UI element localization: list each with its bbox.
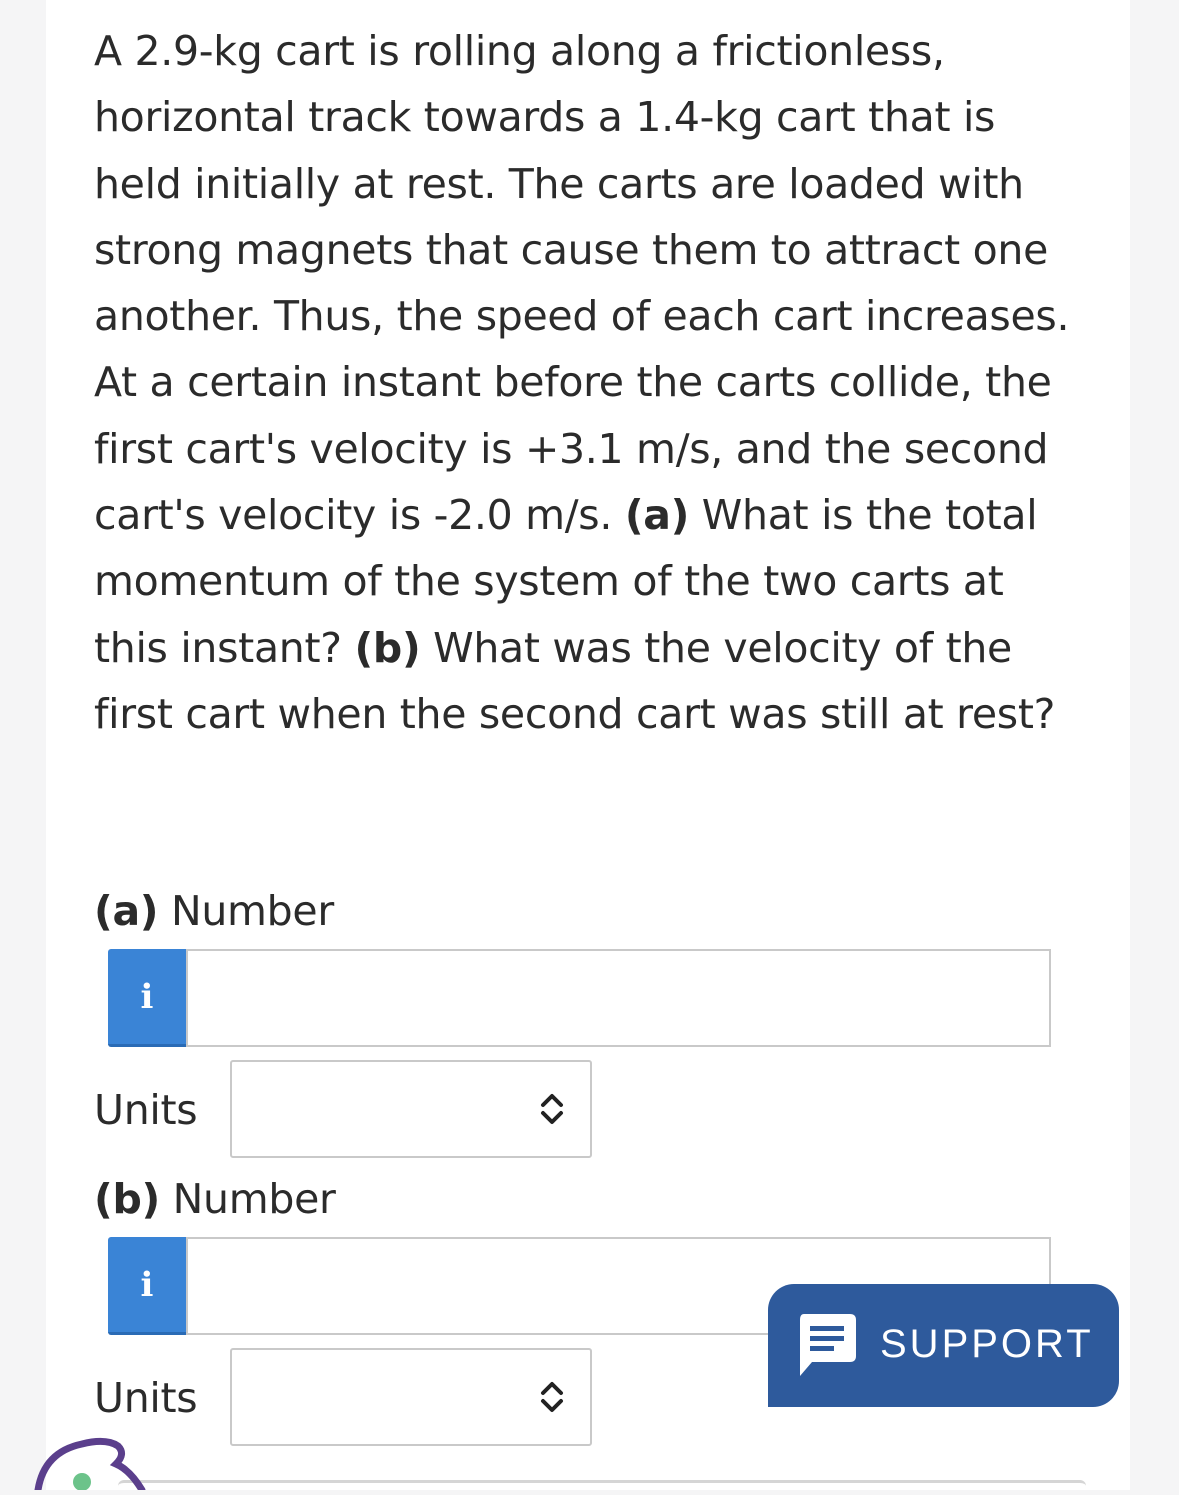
question-text-3: What was the velocity of the first cart when the second cart was still at rest? xyxy=(94,623,1056,738)
question-part-a-tag: (a) xyxy=(624,491,690,540)
part-a-label-text: Number xyxy=(158,887,334,935)
updown-chevron-icon xyxy=(540,1092,564,1126)
part-b-units-label: Units xyxy=(94,1374,198,1422)
next-field-border xyxy=(118,1480,1086,1495)
info-icon: i xyxy=(140,976,154,1017)
part-b-label-text: Number xyxy=(159,1175,336,1223)
part-a-units-select[interactable] xyxy=(230,1060,592,1158)
question-part-b-tag: (b) xyxy=(354,623,421,672)
info-icon: i xyxy=(140,1264,154,1305)
question-text xyxy=(94,18,1084,747)
part-b-tag: (b) xyxy=(94,1175,160,1223)
question-text-1: A 2.9-kg cart is rolling along a frictionless, horizontal track towards a 1.4-kg cart that is held initially at rest. The carts are loaded with strong magnets that cause them to attract one another. Thus, the speed of each cart increases. At a certain instant before the carts collide, the first cart's velocity is +3.1 m/s, and the second cart's velocity is -2.0 m/s. xyxy=(94,27,1070,540)
part-b-number-label xyxy=(94,1173,336,1225)
support-button[interactable] xyxy=(768,1284,1119,1407)
support-label: SUPPORT xyxy=(880,1322,1094,1366)
mascot-icon xyxy=(30,1430,150,1490)
part-b-units-select[interactable] xyxy=(230,1348,592,1446)
part-a-number-input[interactable] xyxy=(186,949,1051,1047)
part-b-info-button[interactable] xyxy=(108,1237,186,1335)
question-text-2: What is the total momentum of the system of the two carts at this instant? xyxy=(94,491,1038,672)
part-a-tag: (a) xyxy=(94,887,159,935)
updown-chevron-icon xyxy=(540,1380,564,1414)
part-a-number-label xyxy=(94,885,334,937)
chat-icon xyxy=(796,1312,858,1380)
part-a-info-button[interactable] xyxy=(108,949,186,1047)
part-a-units-label: Units xyxy=(94,1086,198,1134)
